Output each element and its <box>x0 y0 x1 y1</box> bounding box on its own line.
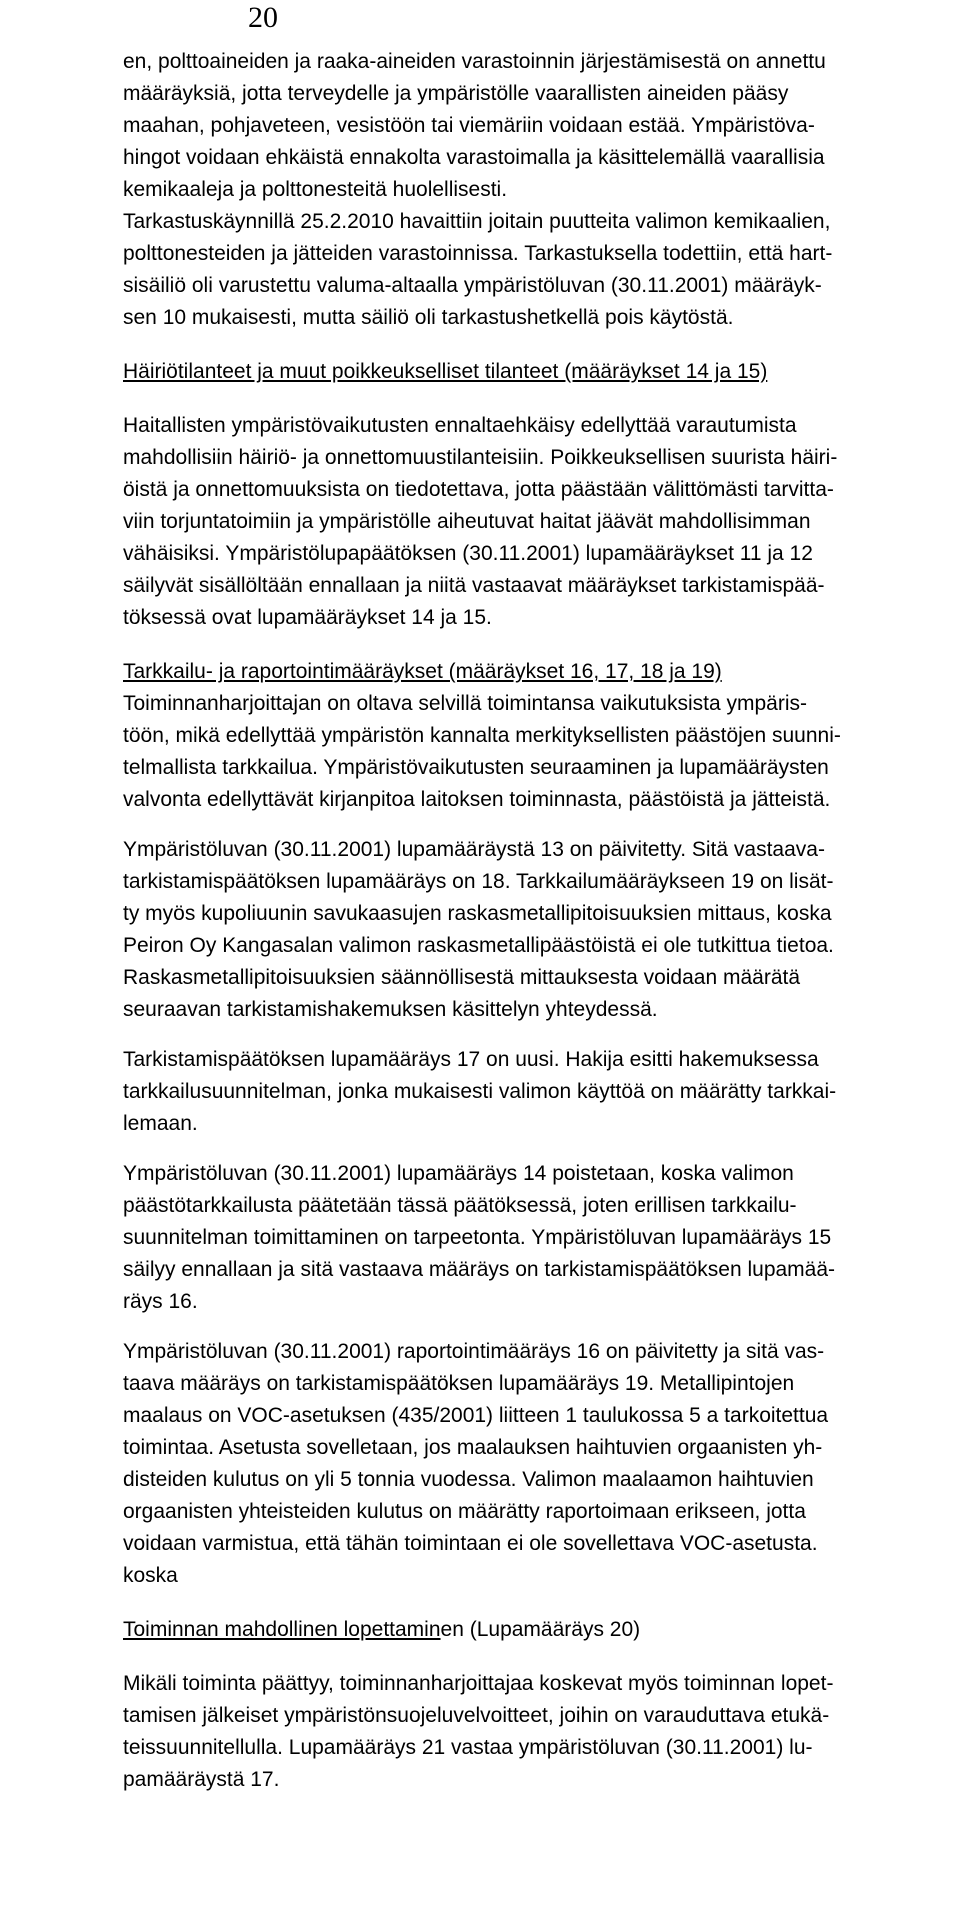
text-line: valvonta edellyttävät kirjanpitoa laitoksen toiminnasta, päästöistä ja jätteistä. <box>123 788 831 811</box>
paragraph-monitoring <box>123 688 923 816</box>
text-line: viin torjuntatoimiin ja ympäristölle aiheutuvat haitat jäävät mahdollisimman <box>123 510 811 533</box>
text-line: maalaus on VOC-asetuksen (435/2001) liitteen 1 taulukossa 5 a tarkoitettua <box>123 1404 829 1427</box>
text-line: määräyksiä, jotta terveydelle ja ympäristölle vaarallisten aineiden pääsy <box>123 82 789 105</box>
text-line: säilyvät sisällöltään ennallaan ja niitä vastaavat määräykset tarkistamispää- <box>123 574 825 597</box>
text-line: vähäisiksi. Ympäristölupapäätöksen (30.11.2001) lupamääräykset 11 ja 12 <box>123 542 813 565</box>
section-heading-termination: Toiminnan mahdollinen lopettaminen (Lupamääräys 20) <box>123 1618 641 1641</box>
text-line: pamääräystä 17. <box>123 1768 280 1791</box>
text-line: Ympäristöluvan (30.11.2001) lupamääräystä 13 on päivitetty. Sitä vastaava- <box>123 838 825 861</box>
section-heading-monitoring: Tarkkailu- ja raportointimääräykset (määräykset 16, 17, 18 ja 19) <box>123 660 722 683</box>
text-line: hingot voidaan ehkäistä ennakolta varastoimalla ja käsittelemällä vaarallisia <box>123 146 825 169</box>
text-line: Toiminnanharjoittajan on oltava selvillä toimintansa vaikutuksista ympäris- <box>123 692 807 715</box>
text-line: öistä ja onnettomuuksista on tiedotettava, jotta päästään välittömästi tarvitta- <box>123 478 834 501</box>
text-line: maahan, pohjaveteen, vesistöön tai viemäriin voidaan estää. Ympäristöva- <box>123 114 815 137</box>
text-line: ty myös kupoliuunin savukaasujen raskasmetallipitoisuuksien mittaus, koska <box>123 902 832 925</box>
text-line: mahdollisiin häiriö- ja onnettomuustilanteisiin. Poikkeuksellisen suurista häiri- <box>123 446 838 469</box>
paragraph-disturbances <box>123 410 923 634</box>
text-line: sisäiliö oli varustettu valuma-altaalla ympäristöluvan (30.11.2001) määräyk- <box>123 274 822 297</box>
text-line: polttonesteiden ja jätteiden varastoinnissa. Tarkastuksella todettiin, että hart- <box>123 242 833 265</box>
text-line: sen 10 mukaisesti, mutta säiliö oli tarkastushetkellä pois käytöstä. <box>123 306 734 329</box>
paragraph-reporting <box>123 1336 923 1592</box>
text-line: kemikaaleja ja polttonesteitä huolellisesti. <box>123 178 508 201</box>
text-line: päästötarkkailusta päätetään tässä päätöksessä, joten erillisen tarkkailu- <box>123 1194 797 1217</box>
text-line: Ympäristöluvan (30.11.2001) lupamääräys 14 poistetaan, koska valimon <box>123 1162 794 1185</box>
paragraph-permit-13 <box>123 834 923 1026</box>
paragraph-storage <box>123 46 923 334</box>
text-line: suunnitelman toimittaminen on tarpeetonta. Ympäristöluvan lupamääräys 15 <box>123 1226 832 1249</box>
page-number: 20 <box>248 1 278 34</box>
text-line: orgaanisten yhteisteiden kulutus on määrätty raportoimaan erikseen, jotta <box>123 1500 806 1523</box>
text-line: Peiron Oy Kangasalan valimon raskasmetallipäästöistä ei ole tutkittua tietoa. <box>123 934 834 957</box>
text-line: Raskasmetallipitoisuuksien säännöllisestä mittauksesta voidaan määrätä <box>123 966 801 989</box>
text-line: säilyy ennallaan ja sitä vastaava määräys on tarkistamispäätöksen lupamää- <box>123 1258 836 1281</box>
text-line: en, polttoaineiden ja raaka-aineiden varastoinnin järjestämisestä on annettu <box>123 50 826 73</box>
paragraph-permit-17 <box>123 1044 923 1140</box>
section-heading-disturbances: Häiriötilanteet ja muut poikkeukselliset tilanteet (määräykset 14 ja 15) <box>123 360 768 383</box>
text-line: seuraavan tarkistamishakemuksen käsittelyn yhteydessä. <box>123 998 658 1021</box>
text-line: tarkkailusuunnitelman, jonka mukaisesti valimon käyttöä on määrätty tarkkai- <box>123 1080 837 1103</box>
text-line: disteiden kulutus on yli 5 tonnia vuodessa. Valimon maalaamon haihtuvien <box>123 1468 814 1491</box>
text-line: Tarkastuskäynnillä 25.2.2010 havaittiin joitain puutteita valimon kemikaalien, <box>123 210 831 233</box>
text-line: töön, mikä edellyttää ympäristön kannalta merkityksellisten päästöjen suunni- <box>123 724 841 747</box>
document-body <box>123 46 923 1796</box>
text-line: taava määräys on tarkistamispäätöksen lupamääräys 19. Metallipintojen <box>123 1372 795 1395</box>
text-line: telmallista tarkkailua. Ympäristövaikutusten seuraaminen ja lupamääräysten <box>123 756 829 779</box>
text-line: Haitallisten ympäristövaikutusten ennaltaehkäisy edellyttää varautumista <box>123 414 797 437</box>
text-line: Mikäli toiminta päättyy, toiminnanharjoittajaa koskevat myös toiminnan lopet- <box>123 1672 834 1695</box>
paragraph-permit-14 <box>123 1158 923 1318</box>
text-line: teissuunnitellulla. Lupamääräys 21 vastaa ympäristöluvan (30.11.2001) lu- <box>123 1736 813 1759</box>
text-line: lemaan. <box>123 1112 198 1135</box>
text-line: Ympäristöluvan (30.11.2001) raportointimääräys 16 on päivitetty ja sitä vas- <box>123 1340 825 1363</box>
text-line: töksessä ovat lupamääräykset 14 ja 15. <box>123 606 492 629</box>
text-line: tamisen jälkeiset ympäristönsuojeluvelvoitteet, joihin on varauduttava etukä- <box>123 1704 830 1727</box>
paragraph-termination <box>123 1668 923 1796</box>
text-line: tarkistamispäätöksen lupamääräys on 18. Tarkkailumääräykseen 19 on lisät- <box>123 870 834 893</box>
text-line: voidaan varmistua, että tähän toimintaan ei ole sovellettava VOC-asetusta. <box>123 1532 818 1555</box>
text-line: toimintaa. Asetusta sovelletaan, jos maalauksen haihtuvien orgaanisten yh- <box>123 1436 823 1459</box>
text-line: Tarkistamispäätöksen lupamääräys 17 on uusi. Hakija esitti hakemuksessa <box>123 1048 819 1071</box>
text-line: koska <box>123 1564 178 1587</box>
text-line: räys 16. <box>123 1290 198 1313</box>
